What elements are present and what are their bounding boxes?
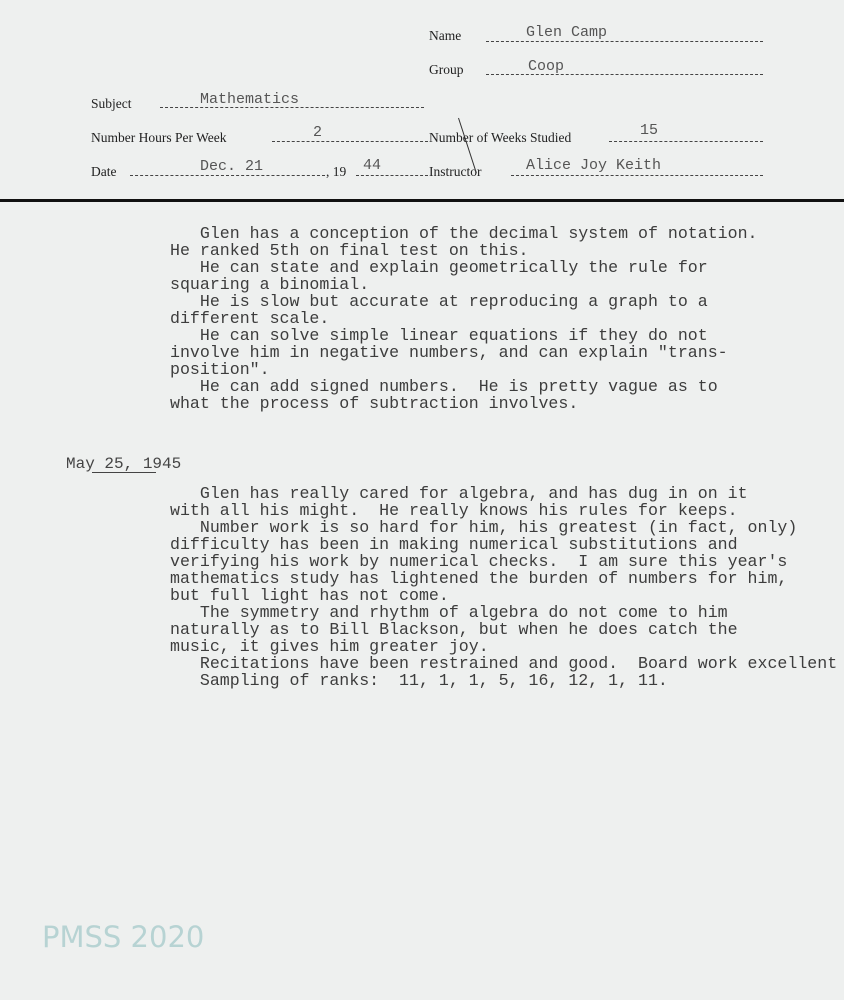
report-line: naturally as to Bill Blackson, but when he does catch the — [170, 620, 738, 639]
report-1944 — [170, 225, 758, 412]
report-line: Glen has a conception of the decimal system of notation. — [170, 224, 758, 243]
year-value: 44 — [363, 157, 382, 174]
report-1945 — [170, 485, 837, 689]
report-line: Glen has really cared for algebra, and has dug in on it — [170, 484, 748, 503]
report-2-date: May 25, 1945 — [66, 455, 182, 473]
report-line: The symmetry and rhythm of algebra do not come to him — [170, 603, 728, 622]
name-value: Glen Camp — [526, 24, 608, 41]
hours-line — [272, 141, 428, 142]
report-line: music, it gives him greater joy. — [170, 637, 489, 656]
subject-value: Mathematics — [200, 91, 300, 108]
weeks-line — [609, 141, 763, 142]
date-underline — [92, 472, 156, 473]
report-line: squaring a binomial. — [170, 275, 370, 294]
weeks-value: 15 — [640, 122, 659, 139]
year-line — [356, 175, 428, 176]
report-line: difficulty has been in making numerical substitutions and — [170, 535, 738, 554]
report-line: He is slow but accurate at reproducing a graph to a — [170, 292, 708, 311]
weeks-label: Number of Weeks Studied — [429, 130, 572, 145]
date-value: Dec. 21 — [200, 158, 264, 175]
report-line: He ranked 5th on final test on this. — [170, 241, 529, 260]
report-line: what the process of subtraction involves. — [170, 394, 579, 413]
report-line: different scale. — [170, 309, 330, 328]
subject-label: Subject — [91, 96, 132, 111]
year-prefix: , 19 — [326, 164, 347, 179]
report-line: Sampling of ranks: 11, 1, 1, 5, 16, 12, 1, 11. — [170, 671, 668, 690]
instructor-value: Alice Joy Keith — [526, 157, 662, 174]
report-line: Number work is so hard for him, his greatest (in fact, only) — [170, 518, 798, 537]
instructor-line — [511, 175, 763, 176]
instructor-label: Instructor — [429, 164, 482, 179]
date-line — [130, 175, 325, 176]
report-line: He can solve simple linear equations if they do not — [170, 326, 708, 345]
group-value: Coop — [528, 58, 565, 75]
report-line: with all his might. He really knows his rules for keeps. — [170, 501, 738, 520]
report-line: but full light has not come. — [170, 586, 449, 605]
report-line: involve him in negative numbers, and can explain "trans- — [170, 343, 728, 362]
report-line: He can state and explain geometrically the rule for — [170, 258, 708, 277]
hours-value: 2 — [313, 124, 323, 141]
report-line: verifying his work by numerical checks. I am sure this year's — [170, 552, 788, 571]
name-label: Name — [429, 28, 462, 43]
report-line: Recitations have been restrained and good. Board work excellent — [170, 654, 838, 673]
name-line — [486, 41, 763, 42]
watermark: PMSS 2020 — [42, 920, 205, 954]
date-label: Date — [91, 164, 117, 179]
group-label: Group — [429, 62, 464, 77]
header-rule — [0, 199, 844, 202]
report-line: position". — [170, 360, 270, 379]
report-line: mathematics study has lightened the burden of numbers for him, — [170, 569, 788, 588]
hours-label: Number Hours Per Week — [91, 130, 227, 145]
report-line: He can add signed numbers. He is pretty vague as to — [170, 377, 718, 396]
